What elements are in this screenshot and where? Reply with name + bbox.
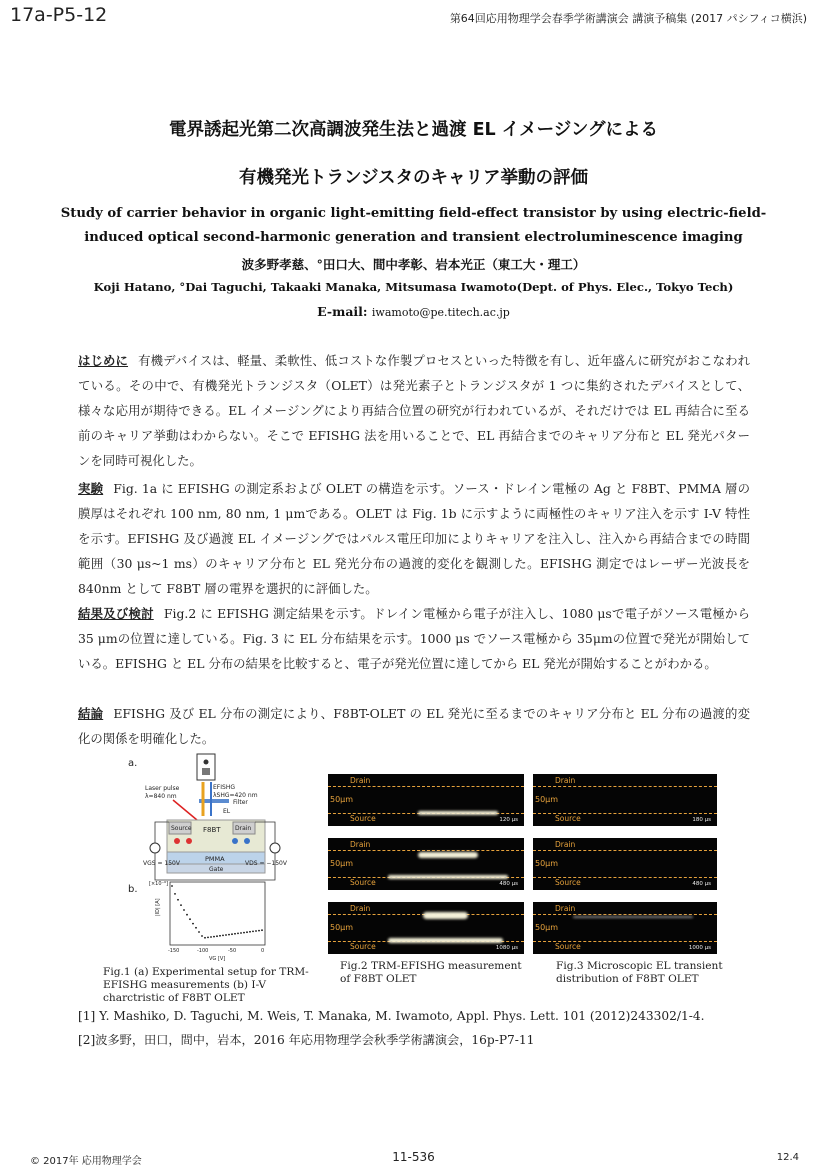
section-heading: 結論 [78,706,104,721]
iv-point [231,933,233,935]
iv-point [207,937,209,939]
iv-point [249,931,251,933]
iv-point [177,899,179,901]
references [78,1004,705,1052]
drain-line [328,786,524,787]
title-en-line1: Study of carrier behavior in organic light-emitting field-effect transistor by using electric-field- [60,206,767,221]
drain-line [328,850,524,851]
section-heading: はじめに [78,353,129,368]
fig3-caption: Fig.3 Microscopic EL transient distribution of F8BT OLET [556,960,723,985]
paper-id: 17a-P5-12 [10,4,108,26]
fig1-v-label: VG [V] [209,956,226,962]
reference-item: [2]波多野，田口，間中，岩本，2016 年応用物理学会秋季学術講演会，16p-P7-11 [78,1033,535,1047]
fig1-caption: Fig.1 (a) Experimental setup for TRM-EFISHG measurements (b) I-V charctristic of F8BT OLET [103,966,309,1004]
email-label: E-mail: [317,304,368,319]
time-label: 480 μs [499,881,518,887]
section-conclusion [78,701,750,751]
iv-point [225,934,227,936]
drain-line [533,914,717,915]
scale-label: 50μm [535,923,559,932]
shg-signal [418,852,478,858]
fig1-gate: Gate [209,866,224,873]
iv-point [174,893,176,895]
scale-label: 50μm [330,859,354,868]
laser-beam-icon [173,800,197,820]
el-signal [573,916,693,918]
source-label: Source [350,814,376,823]
fig1-label-a: a. [128,758,138,769]
email-address: iwamoto@pe.titech.ac.jp [371,306,510,319]
time-label: 1080 μs [495,945,518,951]
scale-label: 50μm [330,795,354,804]
drain-label: Drain [350,904,371,913]
drain-label: Drain [555,776,576,785]
fig2-panel-2 [328,838,524,890]
authors-en: Koji Hatano, °Dai Taguchi, Takaaki Manaka, Mitsumasa Iwamoto(Dept. of Phys. Elec., Tokyo Tech) [93,280,734,294]
iv-point [183,909,185,911]
iv-point [228,934,230,936]
shg-signal [418,811,498,815]
iv-point [204,937,206,939]
shg-signal [423,912,468,919]
title-en [60,202,767,250]
fig1-vgs: VGS = 150V [143,860,180,867]
fig1-pmma: PMMA [205,855,225,863]
fig3-panel-1 [533,774,717,826]
source-label: Source [555,942,581,951]
time-label: 120 μs [499,817,518,823]
iv-point [252,931,254,933]
iv-point [195,927,197,929]
source-label: Source [350,878,376,887]
fig1-efishg: EFISHG [213,784,235,791]
iv-point [261,929,263,931]
drain-label: Drain [555,904,576,913]
section-text: 有機デバイスは、軽量、柔軟性、低コストな作製プロセスといった特徴を有し、近年盛んに研究がおこなわれている。その中で、有機発光トランジスタ（OLET）は発光素子とトランジスタが 1 つに集約されたデバイスとして、様々な応用が期待できる。EL イメージングにより再結合位置の研究が行われているが、それだけでは EL 再結合に至る前のキャリア挙動はわからない。そこで EFISHG 法を用いることで、EL 再結合までのキャリア分布と EL 発光パターンを同時可視化した。 [78,353,750,468]
section-text: Fig.2 に EFISHG 測定結果を示す。ドレイン電極から電子が注入し、1080 μsで電子がソース電極から 35 μmの位置に達している。Fig. 3 に EL 分布結果を示す。1000 μs でソース電極から 35μmの位置で発光が開始している。EFISHG と EL 分布の結果を比較すると、電子が発光位置に達してから EL 発光が開始することがわかる。 [78,606,750,671]
iv-point [255,930,257,932]
drain-line [533,850,717,851]
iv-point [258,930,260,932]
fig1-filter: Filter [233,799,248,806]
fig2-caption: Fig.2 TRM-EFISHG measurement of F8BT OLET [340,960,522,985]
iv-point [189,918,191,920]
footer-copyright: © 2017年 応用物理学会 [30,1156,142,1167]
footer-code: 12.4 [776,1152,799,1163]
figures [0,752,827,1004]
iv-point [171,885,173,887]
section-text: Fig. 1a に EFISHG の測定系および OLET の構造を示す。ソース・ドレイン電極の Ag と F8BT、PMMA 層の膜厚はそれぞれ 100 nm, 80 nm, 1 μmである。OLET は Fig. 1b に示すように両極性のキャリア注入を示す I-V 特性を示す。EFISHG 及び過渡 EL イメージングではパルス電圧印加によりキャリアを注入し、注入から再結合までの時間範囲（30 μs~1 ms）のキャリア分布と EL 発光分布の過渡的変化を観測した。EFISHG 測定ではレーザー光波長を 840nm として F8BT 層の電界を選択的に評価した。 [78,481,750,596]
source-voltage-icon [150,843,160,853]
authors-jp: 波多野孝慈、°田口大、間中孝彰、岩本光正（東工大・理工） [241,257,586,272]
iv-point [237,933,239,935]
iv-point [246,931,248,933]
scale-label: 50μm [330,923,354,932]
iv-point [192,923,194,925]
fig2-panel-3 [328,902,524,954]
iv-point [201,935,203,937]
email-line [0,304,827,319]
conference-name: 第64回応用物理学会春季学術講演会 講演予稿集 (2017 パシフィコ横浜) [449,12,807,25]
iv-point [210,936,212,938]
title-en-line2: induced optical second-harmonic generation and transient electroluminescence imaging [84,230,743,245]
fig1-x-tick: 0 [261,948,265,954]
fig1-label-b: b. [128,884,138,895]
shg-signal [388,938,503,943]
section-heading: 実験 [78,481,104,496]
time-label: 480 μs [692,881,711,887]
iv-point [240,932,242,934]
fig1-i-label: |ID| [A] [155,898,161,916]
detector-icon [197,754,215,780]
fig3-panel-3 [533,902,717,954]
detector-body-icon [202,768,210,775]
section-results [78,601,750,676]
fig1-el: EL [223,808,231,815]
fig1-iv-scale: [×10⁻⁶] [149,881,169,887]
fig2-panel-1 [328,774,524,826]
time-label: 1000 μs [688,945,711,951]
hole-icon [174,838,180,844]
electron-icon [244,838,250,844]
scale-label: 50μm [535,859,559,868]
iv-point [213,936,215,938]
fig1-lambda-shg: λSHG=420 nm [213,792,258,799]
hole-icon [186,838,192,844]
iv-point [243,932,245,934]
fig1-laser: Laser pulse [145,785,180,792]
scale-label: 50μm [535,795,559,804]
drain-line [533,786,717,787]
drain-label: Drain [350,840,371,849]
section-text: EFISHG 及び EL 分布の測定により、F8BT-OLET の EL 発光に至るまでのキャリア分布と EL 分布の過渡的変化の関係を明確化した。 [78,706,750,746]
time-label: 180 μs [692,817,711,823]
iv-point [198,931,200,933]
fig1-x-tick: -50 [228,948,237,954]
detector-lens-icon [204,760,209,765]
footer-page: 11-536 [392,1150,435,1164]
title-jp-line2: 有機発光トランジスタのキャリア挙動の評価 [238,168,589,188]
iv-point [216,935,218,937]
fig1-vds: VDS = −150V [245,860,287,867]
drain-voltage-icon [270,843,280,853]
iv-point [222,935,224,937]
iv-point [234,933,236,935]
fig3-panel-2 [533,838,717,890]
drain-label: Drain [555,840,576,849]
drain-label: Drain [350,776,371,785]
iv-point [219,935,221,937]
source-label: Source [350,942,376,951]
section-heading: 結果及び検討 [78,606,154,621]
iv-point [186,914,188,916]
title-jp-line1: 電界誘起光第二次高調波発生法と過渡 EL イメージングによる [169,120,658,140]
fig1-schematic [125,752,330,962]
fig1-f8bt: F8BT [203,826,221,834]
iv-point [180,904,182,906]
source-label: Source [555,814,581,823]
shg-signal [388,875,508,879]
reference-item: [1] Y. Mashiko, D. Taguchi, M. Weis, T. Manaka, M. Iwamoto, Appl. Phys. Lett. 101 (2012)243302/1-4. [78,1009,705,1023]
electron-icon [232,838,238,844]
fig1-drain: Drain [235,825,252,832]
source-label: Source [555,878,581,887]
section-experiment [78,476,750,601]
section-intro [78,348,750,473]
fig1-x-tick: -150 [168,948,180,954]
fig1-x-tick: -100 [197,948,209,954]
fig1-source: Source [171,825,192,832]
fig1-laser-lambda: λ=840 nm [145,793,177,800]
